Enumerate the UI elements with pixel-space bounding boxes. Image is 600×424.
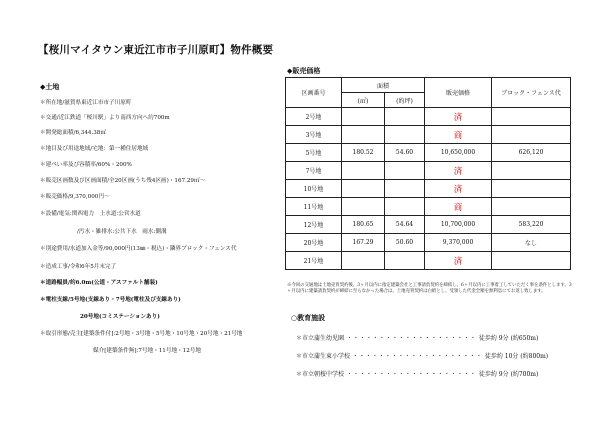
table-row — [286, 162, 571, 180]
education-item — [296, 351, 548, 360]
area-tsubo-cell — [385, 108, 425, 126]
contract-note: ※今回の交通地は土地売買契約後、3ヶ月以内に指定建築会社と工事請負契約を締結し、6ヶ月以内に工事着工していただく事を条件とします。3ヶ月以内に建築請負契約が締結に至らなかった場合は、土地売買契約は白紙とし、受領した代金全額を無利息にてお返し致します。 — [287, 283, 572, 294]
fence-cost-cell — [492, 162, 571, 180]
leader-dots: ・・・・・・・・・・・・・・・・・・・・ — [344, 371, 479, 378]
price-table-wrapper — [285, 77, 571, 270]
lot-cell: 10号地 — [286, 180, 342, 198]
lot-cell: 2号地 — [286, 108, 342, 126]
price-cell: 済 — [425, 162, 492, 180]
fence-cost-cell — [492, 198, 571, 216]
fence-cost-cell — [492, 252, 571, 270]
area-sqm-cell: 167.29 — [342, 234, 385, 252]
price-cell: 10,700,000 — [425, 216, 492, 234]
land-item: 媒介[建築条件無]:7号地・11号地・12号地 — [93, 348, 201, 354]
price-cell: 10,650,000 — [425, 144, 492, 162]
leader-dots: ・・・・・・・・・・・・・・・・・・・・ — [350, 353, 485, 360]
land-item: ＊開発総面積/6,344.38㎡ — [40, 130, 106, 136]
lot-cell: 7号地 — [286, 162, 342, 180]
land-item: ＊取引形態/売主[建築条件付]:2号地・3号地・5号地・10号地・20号地・21号地 — [40, 331, 243, 337]
education-heading: ○教育施設 — [291, 313, 326, 322]
col-header-sqm: (㎡) — [342, 93, 385, 108]
school-distance: 徒歩約 10分 (約800m) — [484, 353, 549, 360]
fence-cost-cell: 626,120 — [492, 144, 571, 162]
fence-cost-cell: 583,220 — [492, 216, 571, 234]
sales-heading: ◆販売価格 — [287, 66, 321, 75]
col-header-area: 面積 — [342, 78, 425, 93]
area-sqm-cell — [342, 252, 385, 270]
col-header-lot: 区画番号 — [286, 78, 342, 108]
price-cell: 済 — [425, 108, 492, 126]
table-row — [286, 126, 571, 144]
area-tsubo-cell — [385, 252, 425, 270]
land-item: ＊道路幅員/約6.0m(公道・アスファルト舗装) — [40, 280, 158, 286]
area-sqm-cell: 180.65 — [342, 216, 385, 234]
price-cell: 商 — [425, 198, 492, 216]
price-table — [285, 77, 571, 270]
area-tsubo-cell: 54.60 — [385, 144, 425, 162]
lot-cell: 11号地 — [286, 198, 342, 216]
land-item: 20号地(コミステーションあり) — [80, 314, 160, 320]
area-sqm-cell — [342, 198, 385, 216]
land-item: ＊電柱支線/5号地(支線あり・7号地(電柱及び支線あり) — [40, 297, 181, 303]
fence-cost-cell — [492, 180, 571, 198]
land-heading: ◆土地 — [40, 82, 60, 91]
area-sqm-cell — [342, 180, 385, 198]
lot-cell: 3号地 — [286, 126, 342, 144]
area-sqm-cell — [342, 162, 385, 180]
fence-cost-cell — [492, 126, 571, 144]
table-row — [286, 144, 571, 162]
area-tsubo-cell — [385, 162, 425, 180]
col-header-fence: ブロック・フェンス代 — [492, 78, 571, 108]
area-sqm-cell — [342, 126, 385, 144]
school-distance: 徒歩約 9分 (約650m) — [478, 335, 539, 342]
area-sqm-cell — [342, 108, 385, 126]
table-row — [286, 252, 571, 270]
page-title: 【桜川マイタウン東近江市市子川原町】物件概要 — [38, 44, 274, 56]
price-cell: 済 — [425, 252, 492, 270]
table-row — [286, 180, 571, 198]
price-cell: 9,370,000 — [425, 234, 492, 252]
land-item: ＊交通/近江鉄道「桜川駅」より南西方向へ約700m — [40, 115, 170, 121]
lot-cell: 5号地 — [286, 144, 342, 162]
leader-dots: ・・・・・・・・・・・・・・・・・・・・ — [344, 335, 479, 342]
area-tsubo-cell — [385, 126, 425, 144]
area-sqm-cell: 180.52 — [342, 144, 385, 162]
land-item: ＊所在地/滋賀県東近江市市子川原町 — [40, 100, 132, 106]
table-row — [286, 216, 571, 234]
fence-cost-cell: なし — [492, 234, 571, 252]
lot-cell: 12号地 — [286, 216, 342, 234]
education-item — [296, 333, 538, 342]
area-tsubo-cell: 54.64 — [385, 216, 425, 234]
table-row — [286, 198, 571, 216]
school-name: ＊市立朝桜中学校 — [296, 371, 345, 378]
school-name: ＊市立蒲生東小学校 — [296, 353, 351, 360]
table-row — [286, 234, 571, 252]
land-item: ＊造成工事/令和6年5月末完了 — [40, 264, 117, 270]
price-table-body — [286, 108, 571, 270]
fence-cost-cell — [492, 108, 571, 126]
land-item: ＊販売区画数及び区画面積/全20区画(うち残4区画)・167.29㎡～ — [40, 178, 206, 184]
land-item: ＊設備/電気:関西電力 上水道:公営水道 — [40, 211, 141, 217]
school-name: ＊市立蒲生幼児園 — [296, 335, 345, 342]
area-tsubo-cell — [385, 198, 425, 216]
price-cell: 商 — [425, 126, 492, 144]
school-distance: 徒歩約 9分 (約700m) — [478, 371, 539, 378]
land-item: /汚水・雑排水:公共下水 雨水:側溝 — [77, 229, 167, 235]
land-item: ＊販売価格/9,370,000円～ — [40, 194, 110, 200]
land-item: ＊別途費用/水道加入金等/90,000円(13㎜・税込)・隣界ブロック・フェンス代 — [40, 246, 237, 252]
lot-cell: 21号地 — [286, 252, 342, 270]
education-item — [296, 369, 538, 378]
area-tsubo-cell: 50.60 — [385, 234, 425, 252]
col-header-tsubo: (約坪) — [385, 93, 425, 108]
area-tsubo-cell — [385, 180, 425, 198]
price-cell: 済 — [425, 180, 492, 198]
land-item: ＊建ぺい率及び容積率/60%・200% — [40, 162, 132, 168]
land-item: ＊地目及び用途地域/宅地：第一種住居地域 — [40, 146, 149, 152]
col-header-price: 販売価格 — [425, 78, 492, 108]
lot-cell: 20号地 — [286, 234, 342, 252]
table-row — [286, 108, 571, 126]
